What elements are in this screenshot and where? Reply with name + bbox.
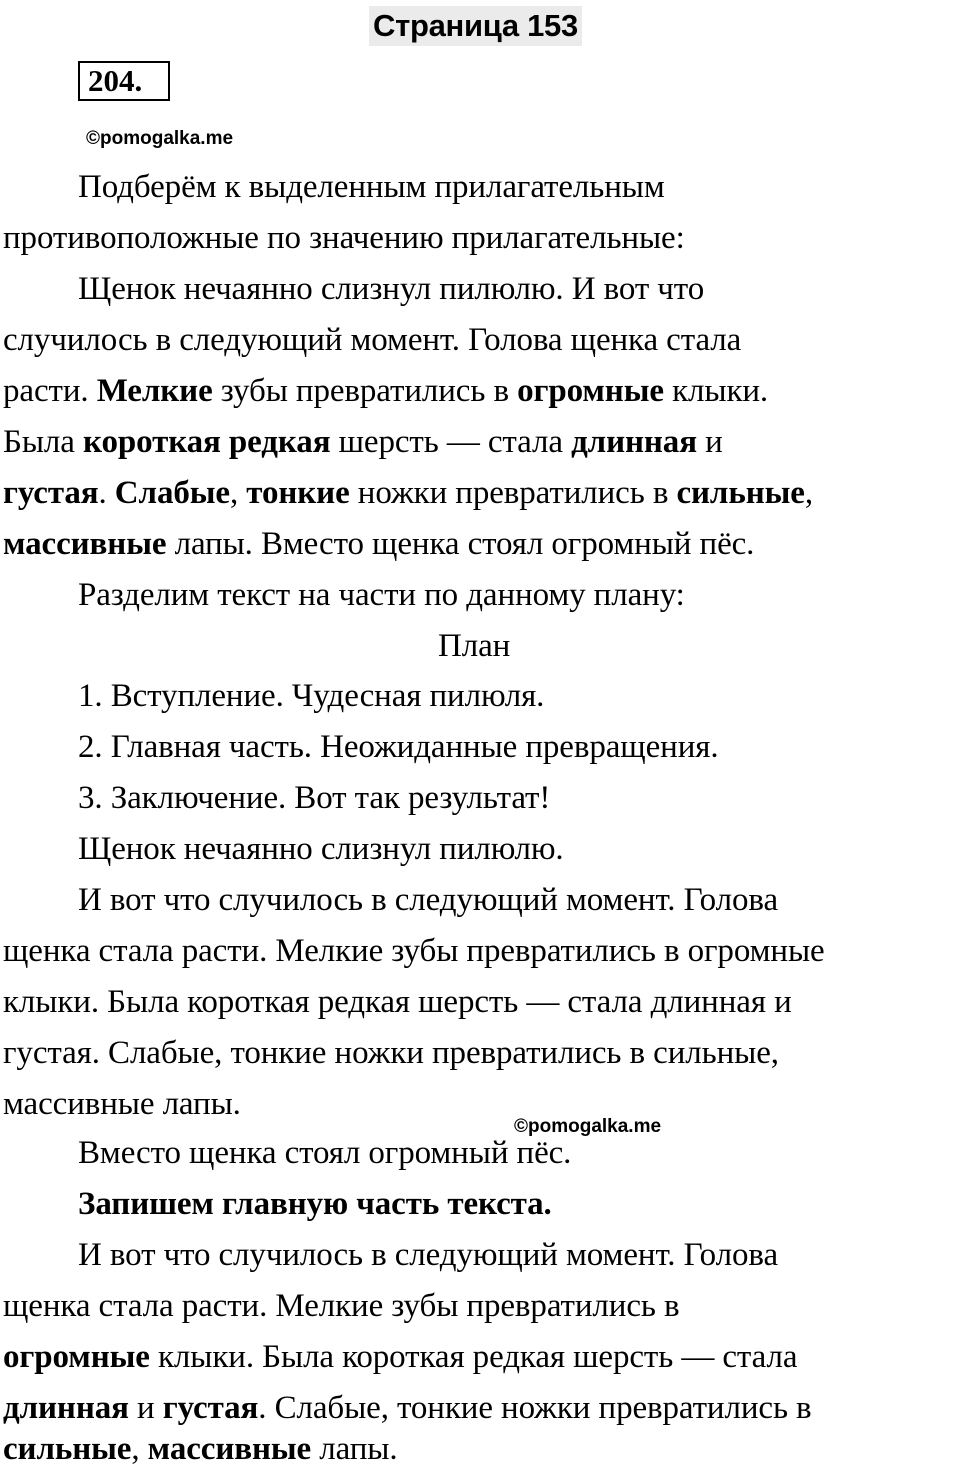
bold-word: длинная [3, 1390, 129, 1426]
text-run: расти. [3, 373, 89, 409]
text-run: и [696, 424, 723, 460]
bold-word: густая [3, 475, 99, 511]
text-line: Щенок нечаянно слизнул пилюлю. И вот что [78, 271, 705, 307]
text-line: щенка стала расти. Мелкие зубы превратились в [3, 1288, 680, 1324]
watermark: ©pomogalka.me [514, 1116, 662, 1137]
bold-word: Слабые [114, 475, 230, 511]
text-run: лапы. [311, 1431, 398, 1467]
bold-word: сильные [3, 1431, 132, 1467]
text-line: И вот что случилось в следующий момент. Голова [78, 1237, 778, 1273]
plan-item: 3. Заключение. Вот так результат! [78, 780, 551, 816]
text-run: шерсть — стала [330, 424, 572, 460]
bold-word: длинная [571, 424, 697, 460]
plan-item: 1. Вступление. Чудесная пилюля. [78, 678, 545, 714]
text-run: . Слабые, тонкие ножки превратились в [258, 1390, 812, 1426]
text-line: щенка стала расти. Мелкие зубы превратились в огромные [3, 933, 825, 969]
bold-word: тонкие [246, 475, 350, 511]
page-title: Страница 153 [369, 6, 582, 46]
task-number: 204. [78, 61, 170, 101]
text-run: и [128, 1390, 163, 1426]
section-heading: Запишем главную часть текста. [78, 1186, 552, 1222]
bold-word: Мелкие [96, 373, 213, 409]
bold-word: сильные [676, 475, 805, 511]
text-line [3, 417, 723, 467]
text-line [3, 468, 813, 518]
text-run: , [229, 475, 247, 511]
text-line: густая. Слабые, тонкие ножки превратились в сильные, [3, 1035, 779, 1071]
text-run: Была [3, 424, 83, 460]
text-line [3, 1424, 398, 1474]
text-line: клыки. Была короткая редкая шерсть — стала длинная и [3, 984, 792, 1020]
text-run [89, 373, 97, 409]
text-run: ножки превратились в [349, 475, 677, 511]
text-run: , [131, 1431, 148, 1467]
watermark: ©pomogalka.me [86, 128, 234, 149]
text-line [3, 1332, 797, 1382]
text-line: И вот что случилось в следующий момент. Голова [78, 882, 778, 918]
text-run: лапы. Вместо щенка стоял огромный пёс. [166, 526, 755, 562]
text-line [3, 366, 768, 416]
text-run: зубы превратились в [212, 373, 518, 409]
text-line: Вместо щенка стоял огромный пёс. [78, 1135, 572, 1171]
bold-word: густая [162, 1390, 259, 1426]
text-line [3, 519, 754, 569]
bold-word: массивные [147, 1431, 312, 1467]
text-run: . [98, 475, 115, 511]
bold-word: массивные [3, 526, 167, 562]
bold-word: огромные [517, 373, 664, 409]
text-run: клыки. [663, 373, 769, 409]
bold-word: короткая редкая [83, 424, 331, 460]
text-line: Подберём к выделенным прилагательным [78, 169, 665, 205]
text-run: клыки. Была короткая редкая шерсть — стала [149, 1339, 798, 1375]
text-line: массивные лапы. [3, 1086, 241, 1122]
plan-item: 2. Главная часть. Неожиданные превращения. [78, 729, 719, 765]
text-line: Разделим текст на части по данному плану: [78, 577, 685, 613]
text-line: противоположные по значению прилагательные: [3, 220, 685, 256]
text-line: случилось в следующий момент. Голова щенка стала [3, 322, 742, 358]
text-run: , [804, 475, 813, 511]
text-line: Щенок нечаянно слизнул пилюлю. [78, 831, 564, 867]
bold-word: огромные [3, 1339, 150, 1375]
plan-title: План [438, 628, 511, 664]
